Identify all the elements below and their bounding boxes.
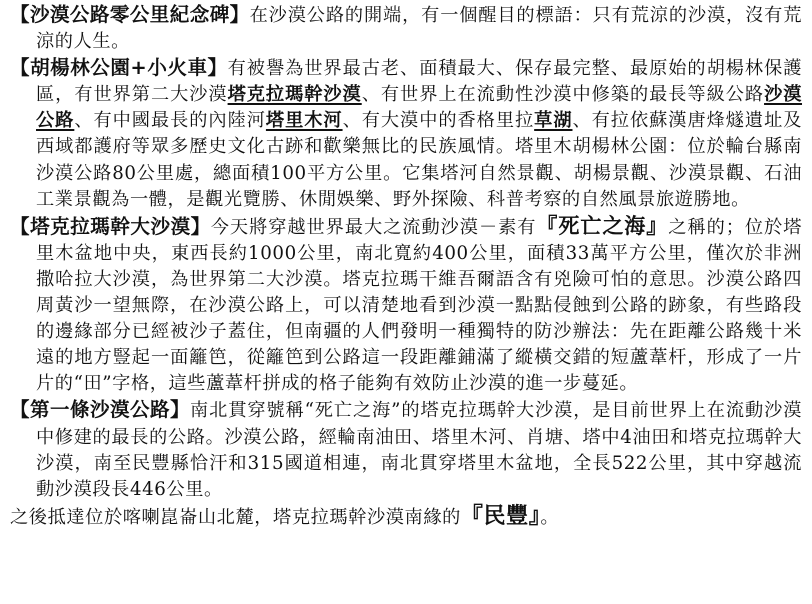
section-zero-km-monument	[10, 2, 802, 55]
closing-line	[10, 503, 802, 531]
section-text: 、有中國最長的內陸河	[74, 110, 266, 132]
highlight-tarim-river: 塔里木河	[265, 110, 343, 132]
section-text: 今天將穿越世界最大之流動沙漠－素有	[210, 216, 537, 238]
section-heading: 【第一條沙漠公路】	[10, 398, 191, 422]
section-text: 之稱的；位於塔里木盆地中央，東西長約1000公里，南北寬約400公里，面積33萬平方公里，僅次於非洲撒哈拉大沙漠，為世界第二大沙漠。塔克拉瑪干維吾爾語含有兇險可怕的意思。沙漠公路四周黃沙一望無際，在沙漠公路上，可以清楚地看到沙漠一點點侵蝕到公路的跡象，有些路段的邊緣部分已經被沙子蓋住，但南疆的人們發明一種獨特的防沙辦法：先在距離公路幾十米遠的地方豎起一面籬笆，從籬笆到公路這一段距離鋪滿了縱橫交錯的短蘆葦杆，形成了一片片的“田”字格，這些蘆葦杆拼成的格子能夠有效防止沙漠的進一步蔓延。	[36, 216, 802, 395]
closing-end: 。	[540, 506, 560, 528]
section-heading: 【胡楊林公園+小火車】	[10, 56, 228, 80]
section-taklamakan-desert	[10, 213, 802, 398]
section-text: 、有大漠中的香格里拉	[342, 110, 535, 132]
highlight-desert-highway: 沙漠公路	[36, 84, 803, 132]
highlight-sea-of-death: 『死亡之海』	[536, 212, 669, 238]
section-first-desert-highway	[10, 397, 802, 502]
highlight-grass-lake: 草湖	[534, 110, 573, 132]
closing-destination: 『民豐』	[460, 502, 541, 529]
section-text: 有被譽為世界最古老、面積最大、保存最完整、最原始的胡楊林保護區，有世界第二大沙漠	[36, 58, 802, 106]
closing-text: 之後抵達位於喀喇崑崙山北麓，塔克拉瑪幹沙漠南緣的	[10, 506, 461, 528]
section-populus-park	[10, 55, 802, 213]
section-body: 在沙漠公路的開端，有一個醒目的標語：只有荒涼的沙漠，沒有荒涼的人生。	[36, 5, 802, 53]
section-text: 、有世界上在流動性沙漠中修築的最長等級公路	[361, 84, 765, 106]
section-heading: 【塔克拉瑪幹大沙漠】	[10, 214, 211, 238]
section-text: 、有拉依蘇漢唐烽燧遺址及西域都護府等眾多歷史文化古跡和歡樂無比的民族風情。塔里木胡楊林公園：位於輪台縣南沙漠公路80公里處，總面積100平方公里。它集塔河自然景觀、胡楊景觀、沙漠景觀、石油工業景觀為一體，是觀光覽勝、休閒娛樂、野外探險、科普考察的自然風景旅遊勝地。	[36, 110, 803, 210]
highlight-taklamakan: 塔克拉瑪幹沙漠	[227, 84, 362, 106]
section-body: 南北貫穿號稱“死亡之海”的塔克拉瑪幹大沙漠，是目前世界上在流動沙漠中修建的最長的公路。沙漠公路，經輪南油田、塔里木河、肖塘、塔中4油田和塔克拉瑪幹大沙漠，南至民豐縣恰汗和315國道相連，南北貫穿塔里木盆地，全長522公里，其中穿越流動沙漠段長446公里。	[36, 400, 802, 500]
section-heading: 【沙漠公路零公里紀念碑】	[10, 3, 250, 26]
